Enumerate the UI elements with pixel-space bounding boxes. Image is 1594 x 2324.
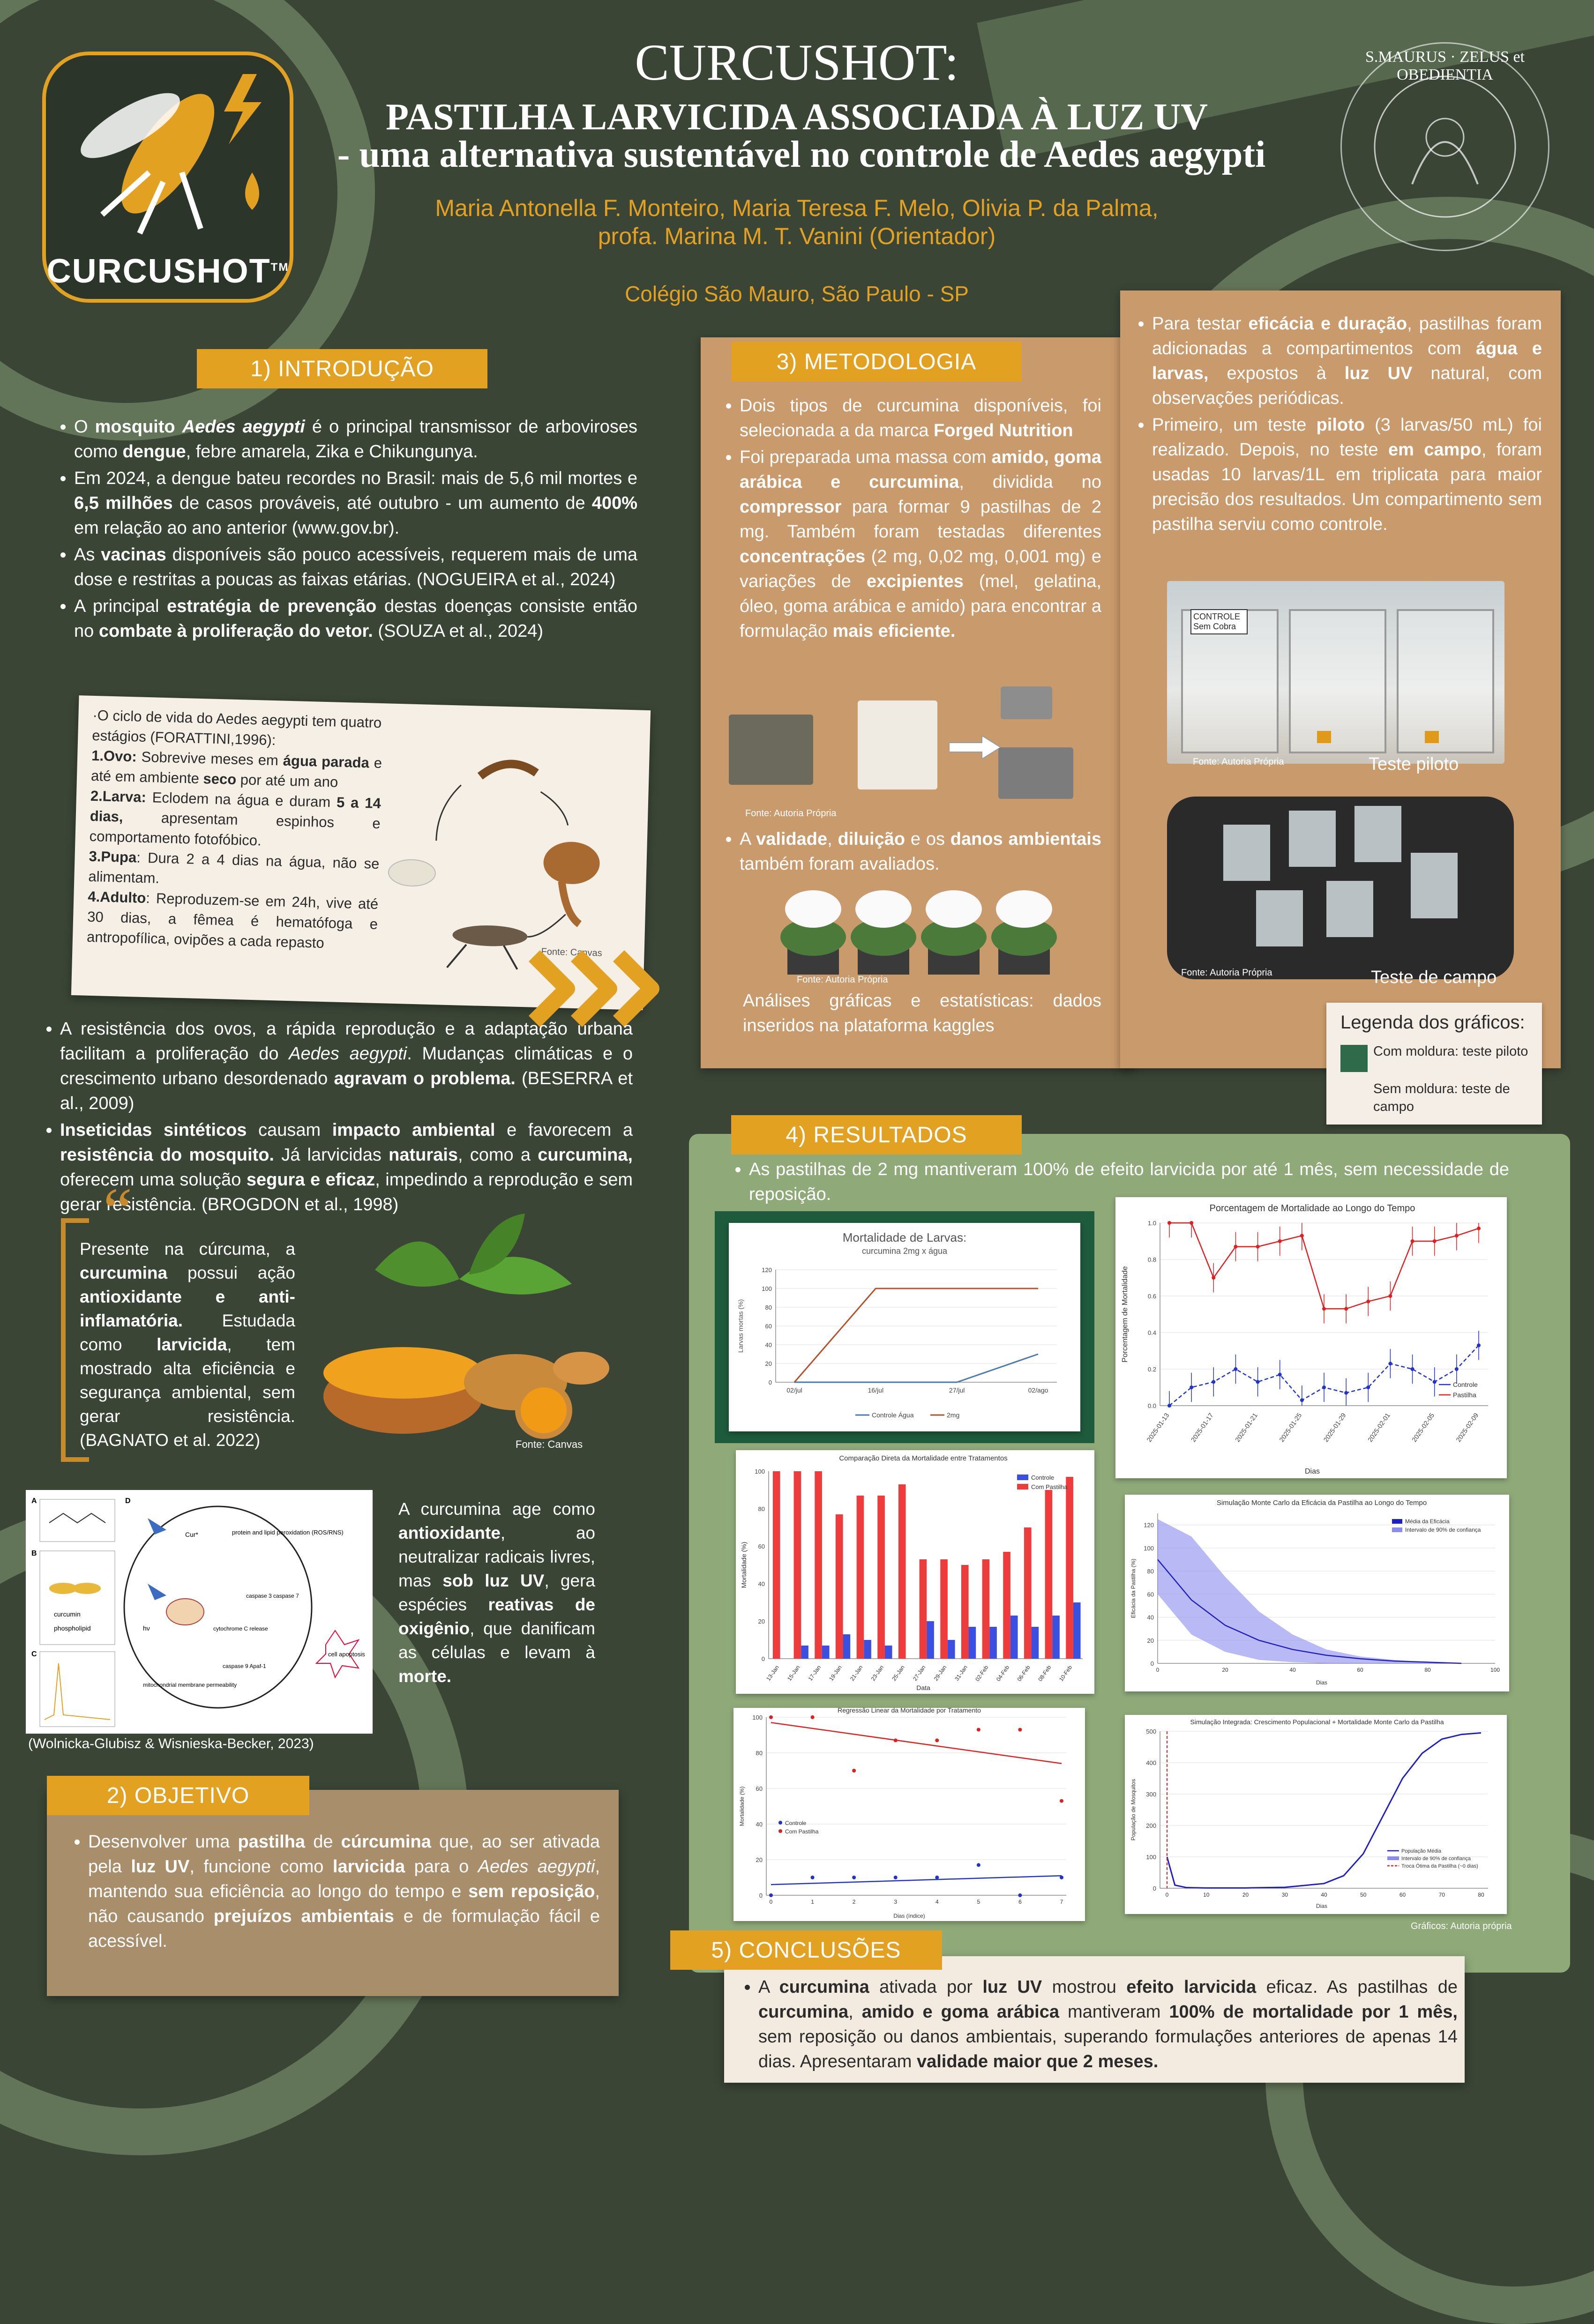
- process-photo-press: [1001, 686, 1052, 719]
- legend-label: Troca Ótima da Pastilha (~0 dias): [1401, 1863, 1478, 1869]
- bar-2: [815, 1471, 822, 1659]
- bar-2: [898, 1484, 906, 1659]
- x-tick-label: 2025-02-09: [1454, 1411, 1480, 1444]
- legend-label: Média da Eficácia: [1405, 1518, 1450, 1525]
- y-axis-label: Eficácia da Pastilha (%): [1130, 1558, 1137, 1618]
- bar-2: [1024, 1527, 1032, 1659]
- regression-line: [771, 1876, 1062, 1885]
- y-tick-label: 60: [758, 1543, 765, 1550]
- data-point: [977, 1728, 980, 1732]
- legend-swatch: [1392, 1519, 1402, 1524]
- y-tick-label: 20: [756, 1856, 763, 1863]
- charts-credit: Gráficos: Autoria própria: [1411, 1921, 1512, 1931]
- process-photo-mix: [858, 700, 937, 790]
- cycle-stage: 1.Ovo: Sobrevive meses em água parada e até em ambiente seco por até um ano: [90, 747, 382, 790]
- x-tick-label: 02/ago: [1028, 1386, 1048, 1394]
- legend-with-frame: Com moldura: teste piloto: [1373, 1044, 1528, 1059]
- chart-5: [733, 1708, 1085, 1921]
- chart-4: [1125, 1495, 1509, 1691]
- data-point: [1322, 1307, 1326, 1311]
- y-tick-label: 0: [1150, 1660, 1154, 1667]
- x-tick-label: 08-Feb: [1037, 1664, 1053, 1683]
- school-seal: [1340, 42, 1549, 251]
- bar-2: [836, 1514, 843, 1659]
- process-photo-molds: [729, 715, 813, 785]
- quote-bar: [61, 1218, 66, 1462]
- y-tick-label: 100: [1144, 1544, 1154, 1552]
- y-tick-label: 0.8: [1147, 1256, 1156, 1263]
- x-tick-label: 2025-01-17: [1189, 1411, 1215, 1444]
- x-tick-label: 0: [1165, 1892, 1169, 1898]
- legend-label: Pastilha: [1453, 1391, 1476, 1399]
- life-cycle-illustration: [381, 731, 640, 982]
- y-tick-label: 200: [1146, 1822, 1156, 1829]
- x-tick-label: 19-Jan: [828, 1664, 843, 1682]
- y-tick-label: 0.2: [1147, 1366, 1156, 1373]
- logo-tm: TM: [270, 261, 289, 274]
- data-point: [1411, 1239, 1414, 1243]
- x-tick-label: 70: [1438, 1892, 1445, 1898]
- data-point: [1344, 1307, 1348, 1311]
- legend-label: Intervalo de 90% de confiança: [1405, 1527, 1481, 1533]
- school-name: Colégio São Mauro, São Paulo - SP: [625, 282, 969, 306]
- diagram-label-a: A: [31, 1497, 37, 1505]
- y-axis-label: Mortalidade (%): [740, 1542, 748, 1588]
- data-point: [1190, 1221, 1193, 1225]
- quote-bar-bottom: [61, 1457, 89, 1462]
- x-tick-label: 21-Jan: [848, 1664, 864, 1682]
- data-point: [1433, 1380, 1437, 1384]
- intro-tag: 1) INTRODUÇÃO: [197, 349, 487, 388]
- legend-swatch: [1017, 1484, 1028, 1490]
- y-tick-label: 0: [1152, 1885, 1156, 1892]
- flower-plants-photo: [778, 881, 1059, 975]
- bar-2: [1003, 1552, 1010, 1659]
- authors-line-1: Maria Antonella F. Monteiro, Maria Teresa F. Melo, Olivia P. da Palma,: [435, 195, 1159, 221]
- diagram-ros: protein and lipid peroxidation (ROS/RNS): [232, 1529, 344, 1536]
- x-tick-label: 100: [1490, 1667, 1500, 1673]
- x-tick-label: 40: [1321, 1892, 1327, 1898]
- legend-without-frame: Sem moldura: teste de campo: [1373, 1081, 1510, 1114]
- data-point: [1256, 1245, 1260, 1249]
- method-item: • Primeiro, um teste piloto (3 larvas/50 mL) foi realizado. Depois, no teste em campo, foram usadas 10 larvas/1L em triplicata para maior precisão dos resultados. Um compartimento sem pastilha serviu como controle.: [1152, 413, 1542, 537]
- conclusions-text: • A curcumina ativada por luz UV mostrou efeito larvicida eficaz. As pastilhas de curcumina, amido e goma arábica mantiveram 100% de mortalidade por 1 mês, sem reposição ou danos ambientais, superando formulações anteriores de apenas 14 dias. Apresentaram validade maior que 2 meses.: [736, 1975, 1458, 2076]
- x-tick-label: 60: [1399, 1892, 1406, 1898]
- bar-1: [885, 1646, 892, 1659]
- x-tick-label: 10: [1203, 1892, 1210, 1898]
- data-point: [811, 1715, 815, 1719]
- bar-2: [982, 1559, 990, 1659]
- x-tick-label: 20: [1242, 1892, 1249, 1898]
- intro-item: • A principal estratégia de prevenção destas doenças consiste então no combate à proliferação do vetor. (SOUZA et al., 2024): [74, 594, 637, 644]
- y-tick-label: 0.0: [1147, 1402, 1156, 1409]
- bar-2: [794, 1471, 801, 1659]
- chart-title: Simulação Monte Carlo da Eficácia da Pastilha ao Longo do Tempo: [1216, 1499, 1427, 1507]
- x-tick-label: 29-Jan: [932, 1664, 948, 1682]
- regression-line: [771, 1722, 1062, 1763]
- y-tick-label: 40: [1147, 1614, 1154, 1621]
- diagram-cell: cell apoptosis: [328, 1651, 365, 1658]
- y-tick-label: 20: [1147, 1637, 1154, 1644]
- control-label: CONTROLE Sem Cobra: [1190, 609, 1248, 634]
- legend-marker: [778, 1829, 782, 1833]
- y-tick-label: 0.6: [1147, 1293, 1156, 1300]
- x-tick-label: 15-Jan: [786, 1664, 801, 1682]
- x-tick-label: 25-Jan: [891, 1664, 906, 1682]
- data-point: [1366, 1385, 1370, 1389]
- legend-label: Controle: [785, 1820, 807, 1826]
- y-tick-label: 0.4: [1147, 1329, 1156, 1336]
- y-tick-label: 0: [761, 1655, 765, 1662]
- diagram-label-d: D: [125, 1497, 131, 1505]
- turmeric-source: Fonte: Canvas: [516, 1438, 583, 1450]
- data-point: [1300, 1398, 1304, 1402]
- curcumin-quote: Presente na cúrcuma, a curcumina possui ação antioxidante e anti-inflamatória. Estudada como larvicida, tem mostrado alta eficiência e segurança ambiental, sem gerar resistência. (BAGNATO et al. 2022): [80, 1239, 295, 1450]
- data-point: [1388, 1362, 1392, 1365]
- y-tick-label: 100: [752, 1714, 763, 1721]
- chart-title: Porcentagem de Mortalidade ao Longo do Tempo: [1209, 1203, 1415, 1214]
- x-tick-label: 2025-01-21: [1233, 1411, 1259, 1444]
- method-text-right: [1130, 312, 1542, 539]
- x-tick-label: 2025-01-13: [1145, 1411, 1171, 1444]
- method-item: • Para testar eficácia e duração, pastilhas foram adicionadas a compartimentos com água e larvas, expostos à luz UV natural, com observações periódicas.: [1152, 312, 1542, 411]
- x-axis-label: Data: [916, 1684, 930, 1691]
- logo: [42, 52, 293, 303]
- bar-1: [1073, 1602, 1081, 1659]
- x-tick-label: 04-Feb: [995, 1664, 1011, 1683]
- data-point: [811, 1876, 815, 1879]
- data-point: [1278, 1239, 1282, 1243]
- x-tick-label: 13-Jan: [765, 1664, 780, 1682]
- data-point: [1234, 1245, 1237, 1249]
- legend-label: Intervalo de 90% de confiança: [1401, 1856, 1471, 1862]
- bar-2: [920, 1559, 927, 1659]
- data-point: [1278, 1373, 1282, 1377]
- data-point: [1212, 1276, 1215, 1280]
- bar-1: [864, 1640, 871, 1659]
- legend-label: Com Pastilha: [785, 1828, 819, 1835]
- x-tick-label: 02/jul: [786, 1386, 802, 1394]
- y-tick-label: 120: [1144, 1521, 1154, 1529]
- bar-1: [948, 1640, 955, 1659]
- y-tick-label: 1.0: [1147, 1220, 1156, 1227]
- method-item: • Dois tipos de curcumina disponíveis, foi selecionada a da marca Forged Nutrition: [740, 394, 1101, 443]
- data-point: [852, 1769, 856, 1773]
- chart-title: Regressão Linear da Mortalidade por Tratamento: [838, 1708, 981, 1714]
- diagram-hv: hν: [143, 1624, 150, 1632]
- data-point: [1366, 1300, 1370, 1304]
- bar-1: [989, 1627, 997, 1659]
- authors-line-2: profa. Marina M. T. Vanini (Orientador): [598, 223, 996, 249]
- legend-label: População Média: [1401, 1848, 1442, 1854]
- diagram-cyto: cytochrome C release: [213, 1625, 268, 1632]
- y-tick-label: 40: [758, 1580, 765, 1587]
- x-tick-label: 17-Jan: [807, 1664, 823, 1682]
- x-tick-label: 30: [1281, 1892, 1288, 1898]
- bar-2: [961, 1565, 969, 1659]
- method-source-3: Fonte: Autoria Própria: [1193, 757, 1284, 767]
- x-tick-label: 2: [852, 1899, 856, 1905]
- x-tick-label: 5: [977, 1899, 980, 1905]
- bar-1: [822, 1646, 830, 1659]
- x-axis-label: Dias: [1304, 1467, 1320, 1475]
- chart-title: Simulação Integrada: Crescimento Populacional + Mortalidade Monte Carlo da Pastilha: [1190, 1718, 1444, 1726]
- y-tick-label: 0: [768, 1379, 772, 1386]
- x-tick-label: 10-Feb: [1057, 1664, 1074, 1683]
- intro-item: • A resistência dos ovos, a rápida reprodução e a adaptação urbana facilitam a proliferação do Aedes aegypti. Mudanças climáticas e o crescimento urbano desordenado agravam o problema. (BESERRA et al., 2009): [60, 1017, 633, 1116]
- data-point: [1322, 1385, 1326, 1389]
- data-point: [1388, 1294, 1392, 1298]
- legend-label: Com Pastilha: [1031, 1483, 1068, 1490]
- method-validity: • A validade, diluição e os danos ambientais também foram avaliados.: [717, 827, 1101, 879]
- method-source-4: Fonte: Autoria Própria: [1181, 968, 1272, 978]
- method-source-2: Fonte: Autoria Própria: [797, 975, 888, 985]
- method-source-1: Fonte: Autoria Própria: [745, 808, 837, 819]
- bar-1: [1032, 1627, 1039, 1659]
- x-tick-label: 80: [1478, 1892, 1484, 1898]
- pilot-test-caption: Teste piloto: [1369, 754, 1459, 774]
- legend-label: 2mg: [947, 1411, 960, 1419]
- legend-title: Legenda dos gráficos:: [1340, 1012, 1525, 1033]
- y-axis-label: Porcentagem de Mortalidade: [1121, 1266, 1129, 1363]
- y-tick-label: 100: [1146, 1854, 1156, 1861]
- x-tick-label: 2025-02-01: [1366, 1411, 1392, 1444]
- y-tick-label: 500: [1146, 1728, 1156, 1735]
- bar-1: [969, 1627, 976, 1659]
- chart-2: [1115, 1197, 1507, 1478]
- x-tick-label: 27/jul: [949, 1386, 965, 1394]
- bar-2: [1045, 1490, 1053, 1659]
- cycle-stage: 4.Adulto: Reproduzem-se em 24h, vive até 30 dias, a fêmea é hematófoga e antropofílica, ovipões a cada repasto: [86, 888, 379, 952]
- objective-tag: 2) OBJETIVO: [47, 1776, 309, 1815]
- intro-text: [52, 415, 637, 646]
- y-axis-label: Mortalidade (%): [739, 1786, 745, 1826]
- mechanism-text: A curcumina age como antioxidante, ao neutralizar radicais livres, mas sob luz UV, gera espécies reativas de oxigênio, que danificam as células e levam à morte.: [398, 1499, 595, 1686]
- data-point: [935, 1738, 939, 1742]
- mosquito-icon: [46, 55, 290, 252]
- poster-subtitle-2: - uma alternativa sustentável no controle de Aedes aegypti: [337, 134, 1266, 175]
- y-axis-label: População de Mosquitos: [1130, 1779, 1137, 1841]
- data-point: [1344, 1391, 1348, 1395]
- arrow-right-icon: [949, 736, 1001, 759]
- x-tick-label: 31-Jan: [953, 1664, 969, 1682]
- data-point: [1190, 1385, 1193, 1389]
- quote-mark-icon: “: [103, 1175, 133, 1247]
- x-tick-label: 2025-01-29: [1322, 1411, 1347, 1444]
- data-point: [935, 1876, 939, 1879]
- y-tick-label: 0: [759, 1892, 763, 1899]
- x-tick-label: 60: [1357, 1667, 1363, 1673]
- legend-label: Controle: [1453, 1381, 1478, 1388]
- diagram-casp9: caspase 9 Apaf-1: [223, 1663, 266, 1669]
- x-tick-label: 6: [1018, 1899, 1022, 1905]
- y-tick-label: 40: [765, 1341, 772, 1348]
- poster-subtitle-1: PASTILHA LARVICIDA ASSOCIADA À LUZ UV: [386, 97, 1208, 138]
- legend-swatch: [1017, 1475, 1028, 1480]
- mechanism-source: (Wolnicka-Glubisz & Wisnieska-Becker, 2023): [28, 1736, 314, 1751]
- cycle-source: Fonte: Canvas: [541, 946, 602, 959]
- data-point: [1167, 1221, 1171, 1225]
- method-tag: 3) METODOLOGIA: [731, 342, 1022, 381]
- y-tick-label: 80: [756, 1750, 763, 1757]
- bar-1: [1052, 1616, 1060, 1659]
- field-test-photo: [1167, 797, 1514, 979]
- y-tick-label: 300: [1146, 1791, 1156, 1798]
- legend-label: Controle Água: [872, 1411, 914, 1419]
- data-point: [1411, 1367, 1414, 1371]
- turmeric-illustration: [319, 1214, 623, 1448]
- data-point: [769, 1715, 773, 1719]
- pilot-test-photo: [1167, 581, 1504, 764]
- method-analysis: Análises gráficas e estatísticas: dados inseridos na plataforma kaggles: [743, 991, 1101, 1035]
- quote-bar-top: [61, 1218, 89, 1223]
- y-tick-label: 20: [758, 1618, 765, 1625]
- y-tick-label: 80: [765, 1304, 772, 1311]
- x-tick-label: 2025-02-05: [1410, 1411, 1436, 1444]
- data-point: [1060, 1799, 1063, 1803]
- data-point: [1477, 1227, 1481, 1230]
- bar-2: [940, 1559, 948, 1659]
- diagram-cur: Cur*: [185, 1531, 199, 1538]
- x-tick-label: 20: [1222, 1667, 1228, 1673]
- confidence-band: [1158, 1519, 1461, 1663]
- chart-title: Mortalidade de Larvas:: [842, 1230, 967, 1244]
- legend-label: Controle: [1031, 1474, 1055, 1481]
- mechanism-diagram: [26, 1490, 373, 1734]
- data-point: [894, 1876, 898, 1879]
- bar-2: [1066, 1477, 1073, 1659]
- x-tick-label: 4: [935, 1899, 939, 1905]
- method-text: [717, 394, 1101, 646]
- y-tick-label: 20: [765, 1360, 772, 1367]
- legend-marker: [778, 1821, 782, 1825]
- x-tick-label: 1: [811, 1899, 814, 1905]
- data-point: [1234, 1367, 1237, 1371]
- bar-2: [857, 1496, 864, 1659]
- bar-1: [927, 1621, 934, 1659]
- chart-6: [1125, 1715, 1507, 1914]
- bar-1: [843, 1634, 851, 1659]
- y-axis-label: Larvas mortas (%): [737, 1299, 744, 1353]
- method-item: • Foi preparada uma massa com amido, goma arábica e curcumina, dividida no compressor para formar 9 pastilhas de 2 mg. Também foram testadas diferentes concentrações (2 mg, 0,02 mg, 0,001 mg) e variações de excipientes (mel, gelatina, óleo, goma arábica e amido) para encontrar a formulação mais eficiente.: [740, 445, 1101, 644]
- data-point: [1167, 1404, 1171, 1408]
- x-tick-label: 02-Feb: [974, 1664, 990, 1683]
- x-axis-label: Dias (índice): [893, 1913, 925, 1919]
- results-text: • As pastilhas de 2 mg mantiveram 100% de efeito larvicida por até 1 mês, sem necessidade de reposição.: [726, 1157, 1509, 1209]
- diagram-mito: mitochondrial membrane permeability: [143, 1682, 237, 1688]
- diagram-label-c: C: [31, 1650, 37, 1658]
- x-tick-label: 2025-01-25: [1278, 1411, 1303, 1444]
- field-test-caption: Teste de campo: [1371, 968, 1497, 987]
- x-tick-label: 06-Feb: [1016, 1664, 1032, 1683]
- data-point: [1212, 1380, 1215, 1384]
- chart-title: Comparação Direta da Mortalidade entre Tratamentos: [839, 1454, 1008, 1462]
- intro-item: • Inseticidas sintéticos causam impacto ambiental e favorecem a resistência do mosquito. Já larvicidas naturais, como a curcumina, oferecem uma solução segura e eficaz, impedindo a reprodução e sem gerar resistência. (BROGDON et al., 1998): [60, 1118, 633, 1217]
- diagram-phospholipid: phospholipid: [54, 1624, 91, 1632]
- y-tick-label: 40: [756, 1821, 763, 1828]
- x-tick-label: 40: [1289, 1667, 1296, 1673]
- bar-1: [801, 1646, 808, 1659]
- data-point: [977, 1863, 980, 1867]
- data-point: [1455, 1367, 1459, 1371]
- y-tick-label: 60: [765, 1323, 772, 1330]
- x-axis-label: Dias: [1316, 1903, 1328, 1909]
- chart-legend-card: [1326, 1003, 1542, 1125]
- x-tick-label: 23-Jan: [869, 1664, 885, 1682]
- x-tick-label: 50: [1360, 1892, 1367, 1898]
- x-axis-label: Dias: [1316, 1679, 1328, 1686]
- diagram-casp: caspase 3 caspase 7: [246, 1593, 299, 1599]
- y-tick-label: 80: [758, 1505, 765, 1512]
- legend-swatch: [1340, 1045, 1368, 1072]
- logo-text: CURCUSHOT: [46, 253, 271, 290]
- y-tick-label: 100: [755, 1468, 765, 1475]
- y-tick-label: 400: [1146, 1759, 1156, 1766]
- y-tick-label: 80: [1147, 1568, 1154, 1575]
- y-tick-label: 120: [762, 1266, 772, 1274]
- x-tick-label: 0: [769, 1899, 773, 1905]
- data-point: [1256, 1380, 1260, 1384]
- chart-subtitle: curcumina 2mg x água: [861, 1246, 948, 1256]
- seal-text: S.MAURUS · ZELUS et OBEDIENTIA: [1365, 48, 1525, 83]
- conclusions-tag: 5) CONCLUSÕES: [670, 1930, 942, 1970]
- x-tick-label: 80: [1424, 1667, 1431, 1673]
- intro-item: • As vacinas disponíveis são pouco acessíveis, requerem mais de uma dose e restritas a poucas as faixas etárias. (NOGUEIRA et al., 2024): [74, 543, 637, 592]
- x-tick-label: 7: [1060, 1899, 1063, 1905]
- bar-2: [773, 1471, 780, 1659]
- series-line-2: [794, 1289, 1038, 1382]
- intro-item: • Em 2024, a dengue bateu recordes no Brasil: mais de 5,6 mil mortes e 6,5 milhões de casos prováveis, até outubro - um aumento de 400% em relação ao ano anterior (www.gov.br).: [74, 466, 637, 541]
- data-point: [1300, 1234, 1304, 1237]
- cycle-stage: 2.Larva: Eclodem na água e duram 5 a 14 dias, apresentam espinhos e comportamento fotofóbico.: [89, 787, 382, 849]
- x-tick-label: 3: [894, 1899, 898, 1905]
- objective-text: • Desenvolver uma pastilha de cúrcumina que, ao ser ativada pela luz UV, funcione como larvicida para o Aedes aegypti, mantendo sua eficiência ao longo do tempo e sem reposição, não causando prejuízos ambientais e de formulação fácil e acessível.: [66, 1830, 600, 1956]
- data-point: [1455, 1234, 1459, 1237]
- diagram-label-b: B: [31, 1549, 37, 1557]
- series-line-1: [794, 1354, 1038, 1382]
- cycle-intro: ·O ciclo de vida do Aedes aegypti tem quatro estágios (FORATTINI,1996):: [91, 707, 382, 749]
- legend-swatch: [1392, 1527, 1402, 1532]
- x-tick-label: 27-Jan: [911, 1664, 927, 1682]
- bar-2: [877, 1496, 885, 1659]
- x-tick-label: 16/jul: [868, 1386, 884, 1394]
- data-point: [1018, 1728, 1022, 1732]
- data-point: [852, 1876, 856, 1879]
- y-tick-label: 60: [756, 1785, 763, 1792]
- x-tick-label: 0: [1156, 1667, 1160, 1673]
- bar-1: [1010, 1616, 1018, 1659]
- intro-item: • O mosquito Aedes aegypti é o principal transmissor de arboviroses como dengue, febre amarela, Zika e Chikungunya.: [74, 415, 637, 464]
- data-point: [1433, 1239, 1437, 1243]
- data-point: [769, 1893, 773, 1897]
- diagram-curcumin: curcumin: [54, 1610, 81, 1618]
- process-photo-tablets: [998, 747, 1073, 799]
- chart-3: [736, 1450, 1094, 1694]
- data-point: [1477, 1343, 1481, 1347]
- results-tag: 4) RESULTADOS: [731, 1115, 1022, 1155]
- data-point: [1018, 1893, 1022, 1897]
- chart-1: [729, 1223, 1080, 1431]
- y-tick-label: 60: [1147, 1591, 1154, 1598]
- poster-title: CURCUSHOT:: [635, 34, 959, 91]
- cycle-stage: 3.Pupa: Dura 2 a 4 dias na água, não se alimentam.: [88, 848, 380, 886]
- y-tick-label: 100: [762, 1285, 772, 1292]
